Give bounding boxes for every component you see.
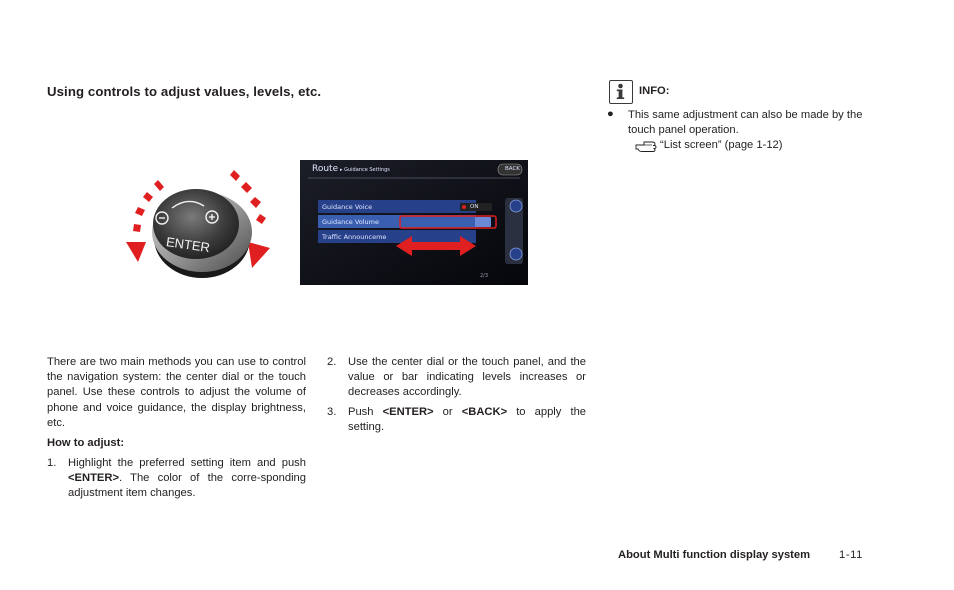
step-3 [327, 405, 586, 437]
step-1-text-a: Highlight the preferred setting item and push [68, 457, 306, 469]
step-3-text-a: Push [348, 406, 383, 418]
step-1-key: <ENTER> [68, 472, 119, 485]
intro-paragraph: There are two main methods you can use to control the navigation system: the center dial or the touch panel. Use these controls to adjust the volume of phone and voice guidance, the display brightness, etc. [47, 356, 306, 429]
step-1-number: 1. [47, 457, 57, 469]
step-1 [47, 456, 306, 504]
footer-page-number: 1-11 [839, 549, 863, 561]
screen-page-indicator: 2/3 [480, 273, 489, 279]
step-2-text: Use the center dial or the touch panel, and the value or bar indicating levels increases or decreases accordingly. [348, 356, 586, 399]
info-icon [609, 80, 633, 104]
screen-title: Route [312, 164, 339, 174]
screen-back-button[interactable]: BACK [505, 166, 520, 172]
screen-subtitle: ▸ Guidance Settings [340, 167, 390, 173]
section-heading: Using controls to adjust values, levels, etc. [47, 84, 322, 99]
pointing-hand-icon [635, 138, 657, 153]
dial-enter-label: ENTER [165, 234, 211, 256]
step-1-text-b: . The color of the corre-sponding adjustment item changes. [68, 472, 306, 500]
center-dial-illustration [120, 160, 280, 285]
page-reference[interactable] [635, 138, 783, 153]
page-reference-text: “List screen” (page 1-12) [660, 139, 783, 151]
step-2 [327, 355, 586, 403]
step-3-text-or: or [433, 406, 462, 418]
step-3-text-b: to apply the setting. [348, 406, 587, 434]
screen-row-traffic-announcement[interactable]: Traffic Announceme [322, 233, 387, 241]
screen-row-guidance-voice[interactable]: Guidance Voice [322, 203, 373, 211]
bullet-icon: ● [607, 108, 614, 120]
info-title: INFO: [639, 85, 670, 97]
info-bullet-text: This same adjustment can also be made by the touch panel operation. [628, 109, 863, 137]
guidance-settings-screen [300, 160, 528, 285]
step-3-key-enter: <ENTER> [382, 406, 434, 418]
step-3-number: 3. [327, 406, 337, 418]
step-2-number: 2. [327, 356, 337, 368]
footer-section-title: About Multi function display system [618, 549, 811, 561]
screen-row-guidance-volume[interactable]: Guidance Volume [322, 218, 380, 226]
step-3-key-back: <BACK> [461, 406, 508, 418]
how-to-adjust-heading: How to adjust: [47, 437, 125, 449]
screen-row-guidance-voice-value: ON [470, 204, 479, 210]
